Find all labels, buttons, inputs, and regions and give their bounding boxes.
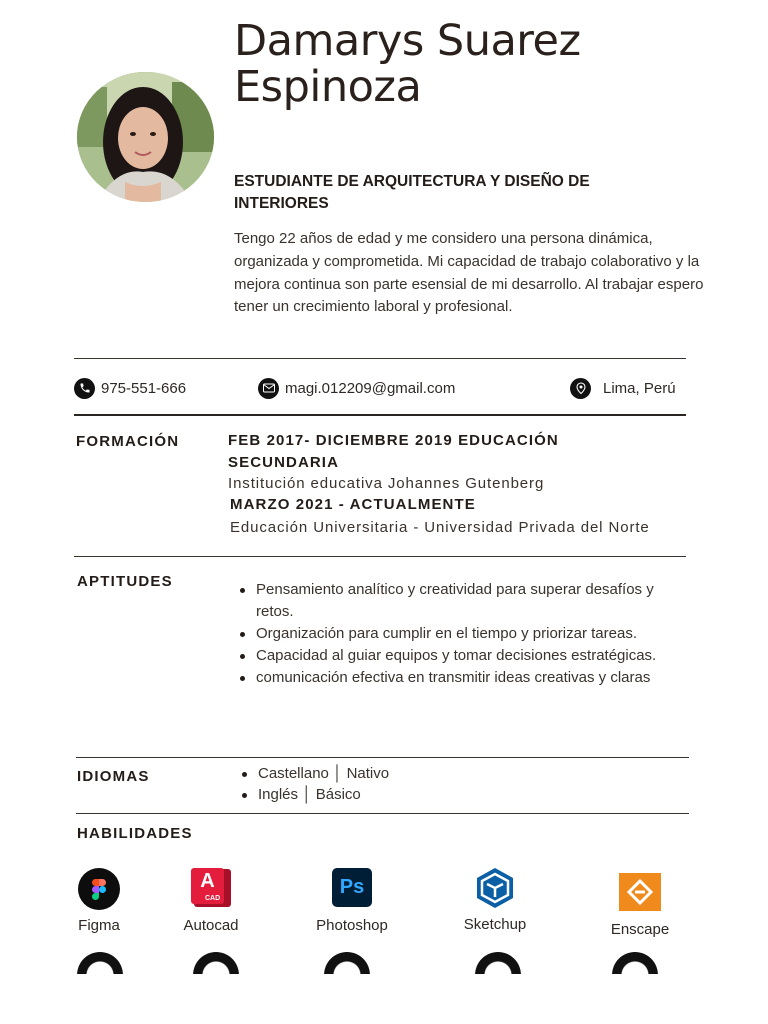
divider [76, 813, 689, 814]
skill-level-enscape [612, 952, 658, 974]
section-heading-idiomas: IDIOMAS [77, 768, 150, 785]
mail-icon [258, 378, 279, 399]
idiomas-list [235, 763, 535, 805]
divider [74, 556, 686, 557]
section-heading-formacion: FORMACIÓN [76, 433, 180, 450]
skill-autocad [156, 868, 266, 934]
list-item: Capacidad al guiar equipos y tomar decisiones estratégicas. [233, 645, 693, 667]
enscape-icon [619, 873, 661, 911]
list-item: Castellano │ Nativo [235, 763, 535, 784]
level-ring [324, 952, 370, 974]
sketchup-icon [473, 866, 517, 910]
skill-level-photoshop [324, 952, 370, 974]
name-line-2: Espinoza [234, 62, 422, 112]
candidate-name [234, 18, 581, 110]
profile-photo [77, 72, 214, 202]
education-item [228, 430, 628, 494]
skill-sketchup [440, 866, 550, 933]
skill-level-autocad [193, 952, 239, 974]
education-item [230, 494, 690, 538]
phone-icon [74, 378, 95, 399]
phone-text: 975-551-666 [101, 379, 187, 397]
list-item: Organización para cumplir en el tiempo y priorizar tareas. [233, 623, 693, 645]
level-ring [77, 952, 123, 974]
divider [74, 414, 686, 416]
profile-summary: Tengo 22 años de edad y me considero una persona dinámica, organizada y comprometida. Mi capacidad de trabajo colaborativo y la mejora continua son parte esensial de mi desarrollo. Al trabajar espero tener un crecimiento laboral y profesional. [234, 230, 704, 316]
professional-title: ESTUDIANTE DE ARQUITECTURA Y DISEÑO DE INTERIORES [234, 173, 590, 212]
name-line-1: Damarys Suarez [234, 16, 581, 66]
skill-label: Figma [78, 917, 120, 934]
photoshop-icon: Ps [332, 868, 372, 907]
skill-label: Autocad [183, 917, 239, 934]
location-text: Lima, Perú [603, 379, 676, 397]
skill-enscape [585, 873, 695, 938]
skill-label: Sketchup [463, 916, 527, 933]
list-item: Pensamiento analítico y creatividad para superar desafíos y retos. [233, 579, 693, 623]
email-text: magi.012209@gmail.com [285, 379, 456, 397]
section-heading-habilidades: HABILIDADES [77, 825, 193, 842]
contact-email [258, 376, 455, 400]
education-period: MARZO 2021 - ACTUALMENTE [230, 496, 476, 513]
level-ring [475, 952, 521, 974]
divider [76, 757, 689, 758]
list-item: Inglés │ Básico [235, 784, 535, 805]
location-pin-icon [570, 378, 591, 399]
figma-icon [78, 868, 120, 910]
list-item: comunicación efectiva en transmitir ideas creativas y claras [233, 667, 693, 689]
skill-label: Enscape [610, 921, 670, 938]
aptitudes-list [233, 579, 693, 689]
education-detail: Educación Universitaria - Universidad Privada del Norte [230, 519, 650, 536]
level-ring [612, 952, 658, 974]
contact-phone [74, 376, 186, 400]
contact-location [570, 376, 676, 400]
level-ring [193, 952, 239, 974]
education-period: FEB 2017- DICIEMBRE 2019 EDUCACIÓN SECUNDARIA [228, 432, 559, 471]
skill-level-figma [77, 952, 123, 974]
section-heading-aptitudes: APTITUDES [77, 573, 173, 590]
divider [74, 358, 686, 359]
skill-photoshop [297, 868, 407, 934]
skill-level-sketchup [475, 952, 521, 974]
skill-label: Photoshop [316, 917, 388, 934]
skill-figma [44, 868, 154, 934]
education-detail: Institución educativa Johannes Gutenberg [228, 475, 545, 492]
autocad-icon: A CAD [191, 868, 231, 908]
